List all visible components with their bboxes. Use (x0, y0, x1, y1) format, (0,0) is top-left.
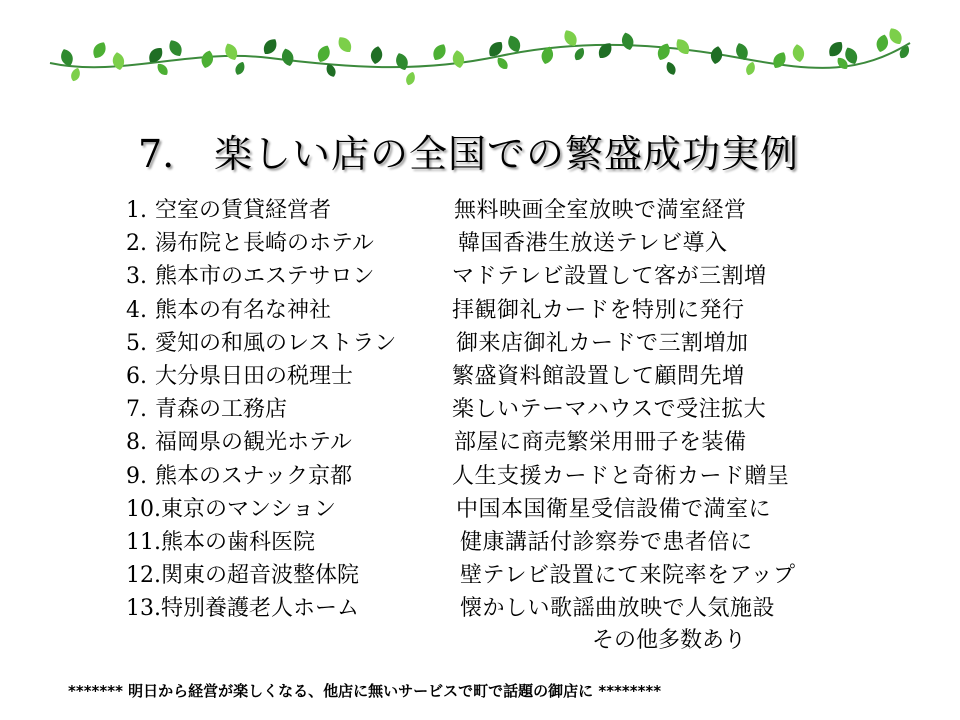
leaf-icon (875, 33, 891, 53)
case-result: 人生支援カードと奇術カード贈呈 (452, 463, 790, 489)
footer-slogan: ******* 明日から経営が楽しくなる、他店に無いサービスで町で話題の御店に ******** (68, 682, 662, 700)
case-client (126, 526, 315, 559)
case-number: 2. (126, 231, 147, 257)
page-title (0, 128, 960, 184)
leaf-icon (886, 26, 905, 47)
ivy-vine-icon (40, 18, 920, 88)
case-client (126, 393, 287, 426)
list-item (0, 559, 960, 592)
case-number: 3. (126, 264, 147, 290)
case-client (126, 294, 331, 327)
list-item (0, 327, 960, 360)
case-client (126, 194, 331, 227)
list-item (0, 360, 960, 393)
case-result: 懐かしい歌謡曲放映で人気施設 (460, 596, 776, 622)
case-client-name: 東京のマンション (161, 496, 337, 522)
case-client (126, 559, 359, 592)
leaf-icon (394, 51, 411, 72)
case-number: 4. (126, 297, 147, 323)
leaf-icon (791, 43, 805, 63)
list-item (0, 227, 960, 260)
case-client-name: 熊本の有名な神社 (155, 297, 332, 323)
leaf-icon (572, 46, 586, 62)
leaf-icon (233, 60, 246, 76)
leaf-icon (280, 47, 296, 67)
leaf-icon (222, 41, 240, 62)
list-item (0, 592, 960, 625)
case-result: 楽しいテーマハウスで受注拡大 (452, 397, 767, 423)
case-result: 中国本国衛星受信設備で満室に (456, 496, 772, 522)
title-number: 7. (138, 132, 175, 176)
case-number: 8. (126, 430, 147, 456)
leaf-icon (111, 51, 125, 71)
case-client-name: 愛知の和風のレストラン (155, 330, 397, 356)
case-result: 繁盛資料館設置して顧問先増 (452, 363, 745, 389)
leaf-icon (770, 50, 789, 71)
case-client-name: 湯布院と長崎のホテル (155, 231, 374, 257)
case-client (126, 260, 375, 293)
leaf-icon (200, 49, 216, 69)
leaf-icon (369, 45, 383, 65)
leaf-icon (90, 40, 109, 61)
leaf-icon (595, 40, 615, 61)
case-client-name: 大分県日田の税理士 (155, 363, 354, 389)
leaf-icon (620, 31, 636, 51)
case-client-name: 関東の超音波整体院 (161, 563, 360, 589)
case-result: 壁テレビ設置にて来院率をアップ (460, 563, 796, 589)
case-client (126, 460, 352, 493)
case-number: 1. (126, 198, 147, 223)
leaf-icon (744, 61, 757, 77)
case-client (126, 426, 352, 459)
list-item (0, 260, 960, 293)
case-number: 11. (126, 529, 161, 555)
leaf-icon (495, 55, 510, 71)
title-text: 楽しい店の全国での繁盛成功実例 (214, 132, 800, 176)
case-client (126, 592, 359, 625)
case-result: 無料映画全室放映で満室経営 (454, 198, 747, 223)
success-case-list (0, 194, 960, 625)
other-note: その他多数あり (592, 628, 747, 653)
leaf-icon (315, 43, 333, 64)
list-item (0, 194, 960, 227)
case-result: 御来店御礼カードで三割増加 (456, 330, 749, 356)
case-client-name: 福岡県の観光ホテル (155, 430, 352, 456)
leaf-icon (69, 67, 82, 83)
case-client-name: 空室の賃貸経営者 (155, 198, 332, 223)
leaf-icon (260, 36, 280, 57)
leaf-icon (451, 49, 465, 69)
leaf-icon (155, 61, 170, 77)
leaf-icon (664, 60, 677, 76)
case-client (126, 327, 396, 360)
case-client (126, 493, 336, 526)
case-result: 韓国香港生放送テレビ導入 (458, 231, 728, 257)
case-client-name: 特別養護老人ホーム (161, 596, 360, 622)
leaf-icon (673, 36, 693, 57)
case-number: 10. (126, 496, 161, 522)
list-item (0, 294, 960, 327)
leaf-icon (335, 34, 355, 55)
list-item (0, 526, 960, 559)
case-number: 13. (126, 596, 161, 622)
case-result: 健康講話付診察券で患者倍に (460, 529, 753, 555)
list-item (0, 393, 960, 426)
list-item (0, 493, 960, 526)
case-number: 5. (126, 330, 147, 356)
leaf-icon (404, 71, 417, 87)
case-result: 拝観御礼カードを特別に発行 (452, 297, 745, 323)
case-number: 7. (126, 397, 147, 423)
case-client-name: 青森の工務店 (155, 397, 288, 423)
list-item (0, 460, 960, 493)
case-client-name: 熊本のスナック京都 (155, 463, 353, 489)
case-client (126, 360, 353, 393)
case-client (126, 227, 374, 260)
list-item (0, 426, 960, 459)
case-number: 12. (126, 563, 161, 589)
case-number: 6. (126, 363, 147, 389)
case-client-name: 熊本市のエステサロン (155, 264, 375, 290)
leaf-icon (655, 41, 673, 62)
case-result: マドテレビ設置して客が三割増 (452, 264, 767, 290)
case-number: 9. (126, 463, 147, 489)
leaf-icon (430, 42, 449, 63)
case-result: 部屋に商売繁栄用冊子を装備 (454, 430, 747, 456)
leaf-icon (166, 38, 185, 59)
case-client-name: 熊本の歯科医院 (161, 529, 316, 555)
leaf-icon (826, 39, 846, 60)
leaf-icon (709, 45, 723, 65)
